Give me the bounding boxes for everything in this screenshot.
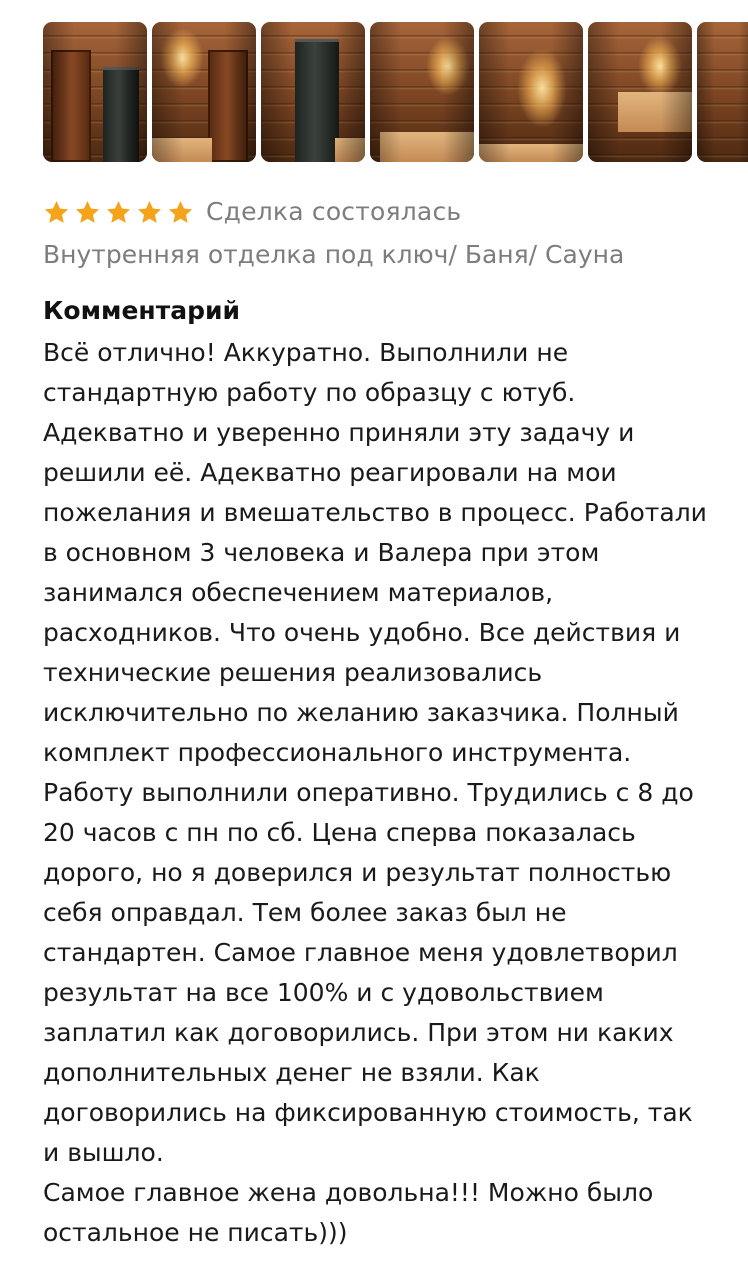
comment-line: в основном 3 человека и Валера при этом: [43, 538, 600, 567]
star-icon: [136, 199, 163, 226]
comment-line: дополнительных денег не взяли. Как: [43, 1058, 540, 1087]
photo-gallery[interactable]: [43, 22, 748, 162]
comment-line: комплект профессионального инструмента.: [43, 738, 632, 767]
comment-line: стандартную работу по образцу с ютуб.: [43, 378, 576, 407]
comment-line: заплатил как договорились. При этом ни каких: [43, 1018, 674, 1047]
comment-line: дорого, но я доверился и результат полностью: [43, 858, 672, 887]
comment-line: Всё отлично! Аккуратно. Выполнили не: [43, 338, 569, 367]
star-icon: [167, 199, 194, 226]
comment-line: расходников. Что очень удобно. Все действия и: [43, 618, 681, 647]
review-photo-2[interactable]: [152, 22, 256, 162]
comment-line: договорились на фиксированную стоимость, так: [43, 1098, 693, 1127]
comment-heading: Комментарий: [43, 296, 240, 325]
star-icon: [105, 199, 132, 226]
comment-line: решили её. Адекватно реагировали на мои: [43, 458, 617, 487]
star-rating: [43, 199, 194, 226]
review-photo-4[interactable]: [370, 22, 474, 162]
star-icon: [74, 199, 101, 226]
service-category: Внутренняя отделка под ключ/ Баня/ Сауна: [43, 240, 625, 269]
comment-line: 20 часов с пн по сб. Цена сперва показалась: [43, 818, 636, 847]
review-photo-7[interactable]: [697, 22, 748, 162]
rating-row: [43, 193, 461, 231]
comment-line: стандартен. Самое главное меня удовлетворил: [43, 938, 678, 967]
comment-line: результат на все 100% и с удовольствием: [43, 978, 604, 1007]
review-photo-3[interactable]: [261, 22, 365, 162]
comment-line: Самое главное жена довольна!!! Можно было: [43, 1178, 654, 1207]
comment-line: Работу выполнили оперативно. Трудились с 8 до: [43, 778, 694, 807]
star-icon: [43, 199, 70, 226]
review-photo-1[interactable]: [43, 22, 147, 162]
comment-line: технические решения реализовались: [43, 658, 543, 687]
review-photo-5[interactable]: [479, 22, 583, 162]
comment-line: себя оправдал. Тем более заказ был не: [43, 898, 567, 927]
comment-line: исключительно по желанию заказчика. Полный: [43, 698, 679, 727]
comment-line: остальное не писать))): [43, 1218, 348, 1247]
comment-line: и вышло.: [43, 1138, 164, 1167]
review-photo-6[interactable]: [588, 22, 692, 162]
comment-text: [43, 333, 733, 1253]
deal-status: Сделка состоялась: [206, 197, 462, 226]
comment-line: пожелания и вмешательство в процесс. Работали: [43, 498, 707, 527]
comment-line: занимался обеспечением материалов,: [43, 578, 554, 607]
comment-line: Адекватно и уверенно приняли эту задачу и: [43, 418, 635, 447]
